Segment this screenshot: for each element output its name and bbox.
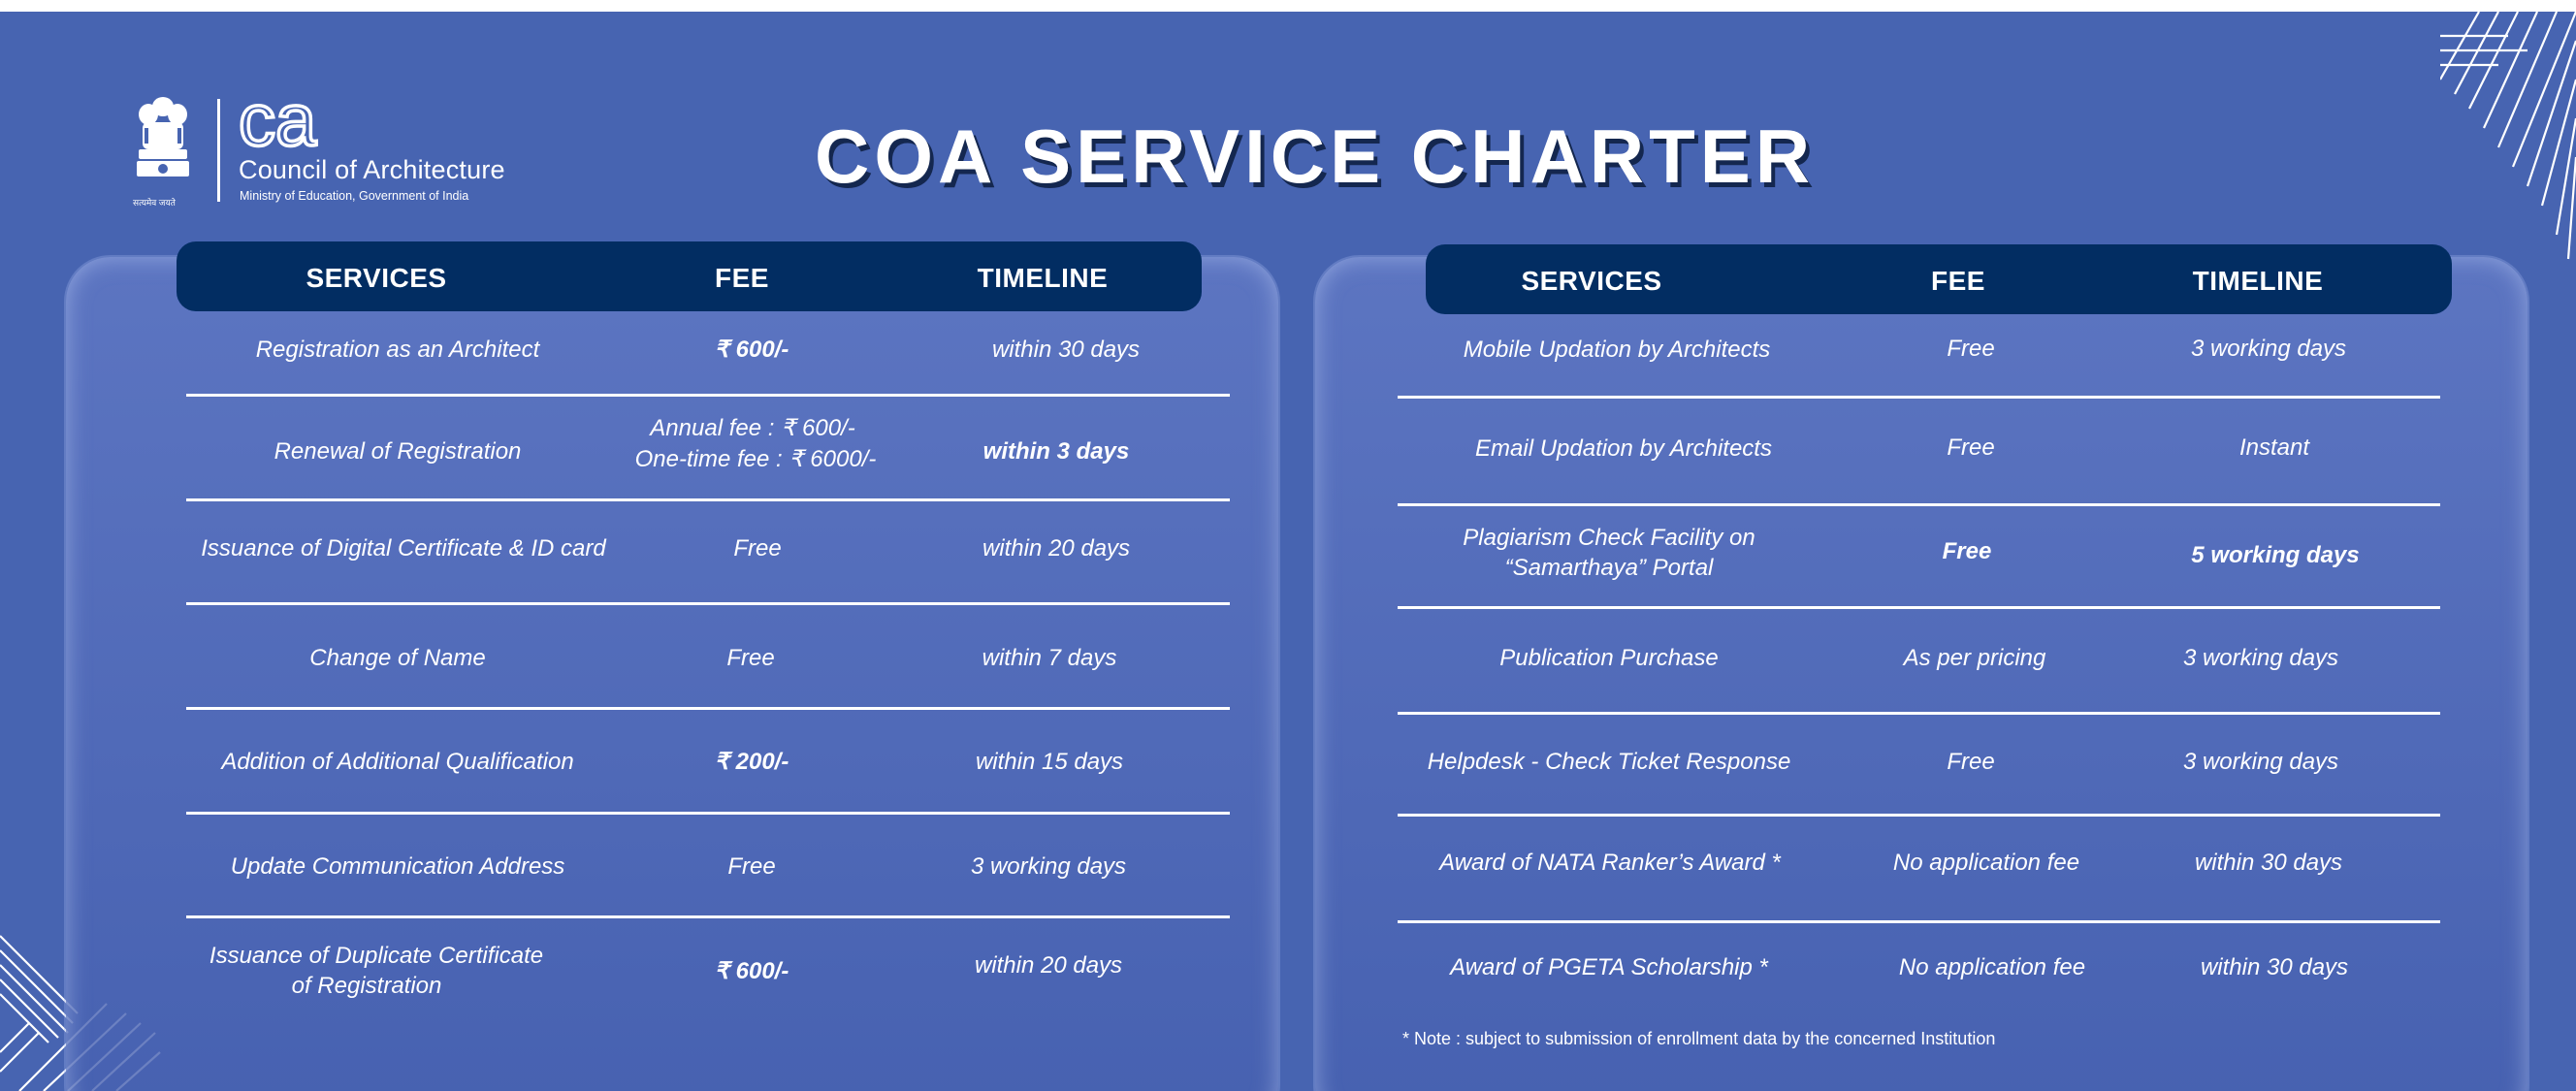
right-row-2-timeline: Instant [2238, 434, 2310, 461]
left-row-1-fee: ₹ 600/- [714, 337, 789, 363]
national-emblem-icon [131, 93, 195, 204]
right-row-4-service: Publication Purchase [1499, 645, 1719, 671]
header-divider [217, 99, 220, 202]
left-header-timeline: TIMELINE [977, 263, 1109, 293]
right-row-divider [1398, 503, 2440, 506]
left-row-divider [186, 812, 1230, 815]
left-row-3-fee: Free [733, 535, 782, 562]
left-row-4-fee: Free [726, 645, 775, 671]
left-row-7-service-line1: Issuance of Duplicate Certificate [209, 943, 544, 969]
left-row-divider [186, 915, 1230, 918]
left-row-2-fee-annual: Annual fee : ₹ 600/- [650, 415, 855, 441]
left-row-divider [186, 394, 1230, 397]
right-row-2-service: Email Updation by Architects [1475, 435, 1772, 462]
left-row-5-service: Addition of Additional Qualification [221, 749, 574, 775]
organization-name: Council of Architecture [239, 155, 505, 184]
page-canvas [0, 12, 2576, 1091]
left-header-services: SERVICES [306, 263, 447, 293]
right-row-divider [1398, 606, 2440, 609]
left-row-4-timeline: within 7 days [982, 645, 1117, 671]
right-row-2-fee: Free [1947, 434, 1995, 461]
svg-text:ca: ca [239, 89, 317, 159]
right-row-3-service-line2: “Samarthaya” Portal [1504, 555, 1714, 581]
right-row-3-service-line1: Plagiarism Check Facility on [1463, 525, 1755, 551]
right-row-7-timeline: within 30 days [2200, 954, 2349, 980]
decorative-stripes-top-right [2440, 12, 2576, 264]
right-row-5-service: Helpdesk - Check Ticket Response [1427, 749, 1791, 775]
left-row-1-service: Registration as an Architect [255, 337, 540, 363]
right-row-3-timeline: 5 working days [2191, 542, 2360, 568]
left-row-7-fee: ₹ 600/- [714, 958, 789, 984]
page-title: COA SERVICE CHARTER [815, 113, 1816, 199]
right-header-services: SERVICES [1521, 266, 1662, 296]
left-row-5-timeline: within 15 days [975, 749, 1124, 775]
organization-subtitle: Ministry of Education, Government of India [240, 189, 469, 203]
left-row-3-timeline: within 20 days [982, 535, 1131, 562]
left-row-6-timeline: 3 working days [970, 853, 1127, 880]
right-row-5-fee: Free [1947, 749, 1995, 775]
left-row-1-timeline: within 30 days [991, 337, 1141, 363]
footnote: * Note : subject to submission of enrollment data by the concerned Institution [1402, 1029, 1996, 1048]
right-row-divider [1398, 920, 2440, 923]
right-row-divider [1398, 814, 2440, 817]
left-row-2-fee-onetime: One-time fee : ₹ 6000/- [634, 446, 877, 472]
right-row-3-fee: Free [1942, 538, 1992, 564]
right-row-6-timeline: within 30 days [2194, 850, 2343, 876]
left-row-divider [186, 498, 1230, 501]
left-row-3-service: Issuance of Digital Certificate & ID card [201, 535, 606, 562]
left-row-7-service-line2: of Registration [291, 973, 442, 999]
right-row-divider [1398, 712, 2440, 715]
right-row-4-fee: As per pricing [1903, 645, 2046, 671]
right-header-timeline: TIMELINE [2192, 266, 2324, 296]
right-row-7-service: Award of PGETA Scholarship * [1450, 954, 1768, 980]
left-row-divider [186, 602, 1230, 605]
right-row-7-fee: No application fee [1898, 954, 2086, 980]
right-row-6-fee: No application fee [1892, 850, 2080, 876]
right-header-fee: FEE [1931, 266, 1985, 296]
left-header-fee: FEE [715, 263, 769, 293]
right-row-5-timeline: 3 working days [2182, 749, 2339, 775]
left-row-6-service: Update Communication Address [230, 853, 565, 880]
left-row-divider [186, 707, 1230, 710]
left-row-2-timeline: within 3 days [982, 438, 1130, 465]
right-row-6-service: Award of NATA Ranker’s Award * [1439, 850, 1781, 876]
right-row-4-timeline: 3 working days [2182, 645, 2339, 671]
left-row-5-fee: ₹ 200/- [714, 749, 789, 775]
right-row-1-fee: Free [1947, 336, 1995, 362]
left-row-7-timeline: within 20 days [974, 952, 1123, 979]
right-row-1-service: Mobile Updation by Architects [1463, 337, 1771, 363]
emblem-caption: सत्यमेव जयते [133, 198, 176, 208]
right-row-divider [1398, 396, 2440, 399]
left-row-2-service: Renewal of Registration [274, 438, 522, 465]
left-row-4-service: Change of Name [309, 645, 486, 671]
right-row-1-timeline: 3 working days [2190, 336, 2347, 362]
left-row-6-fee: Free [727, 853, 776, 880]
coa-logo-mark [239, 89, 355, 159]
